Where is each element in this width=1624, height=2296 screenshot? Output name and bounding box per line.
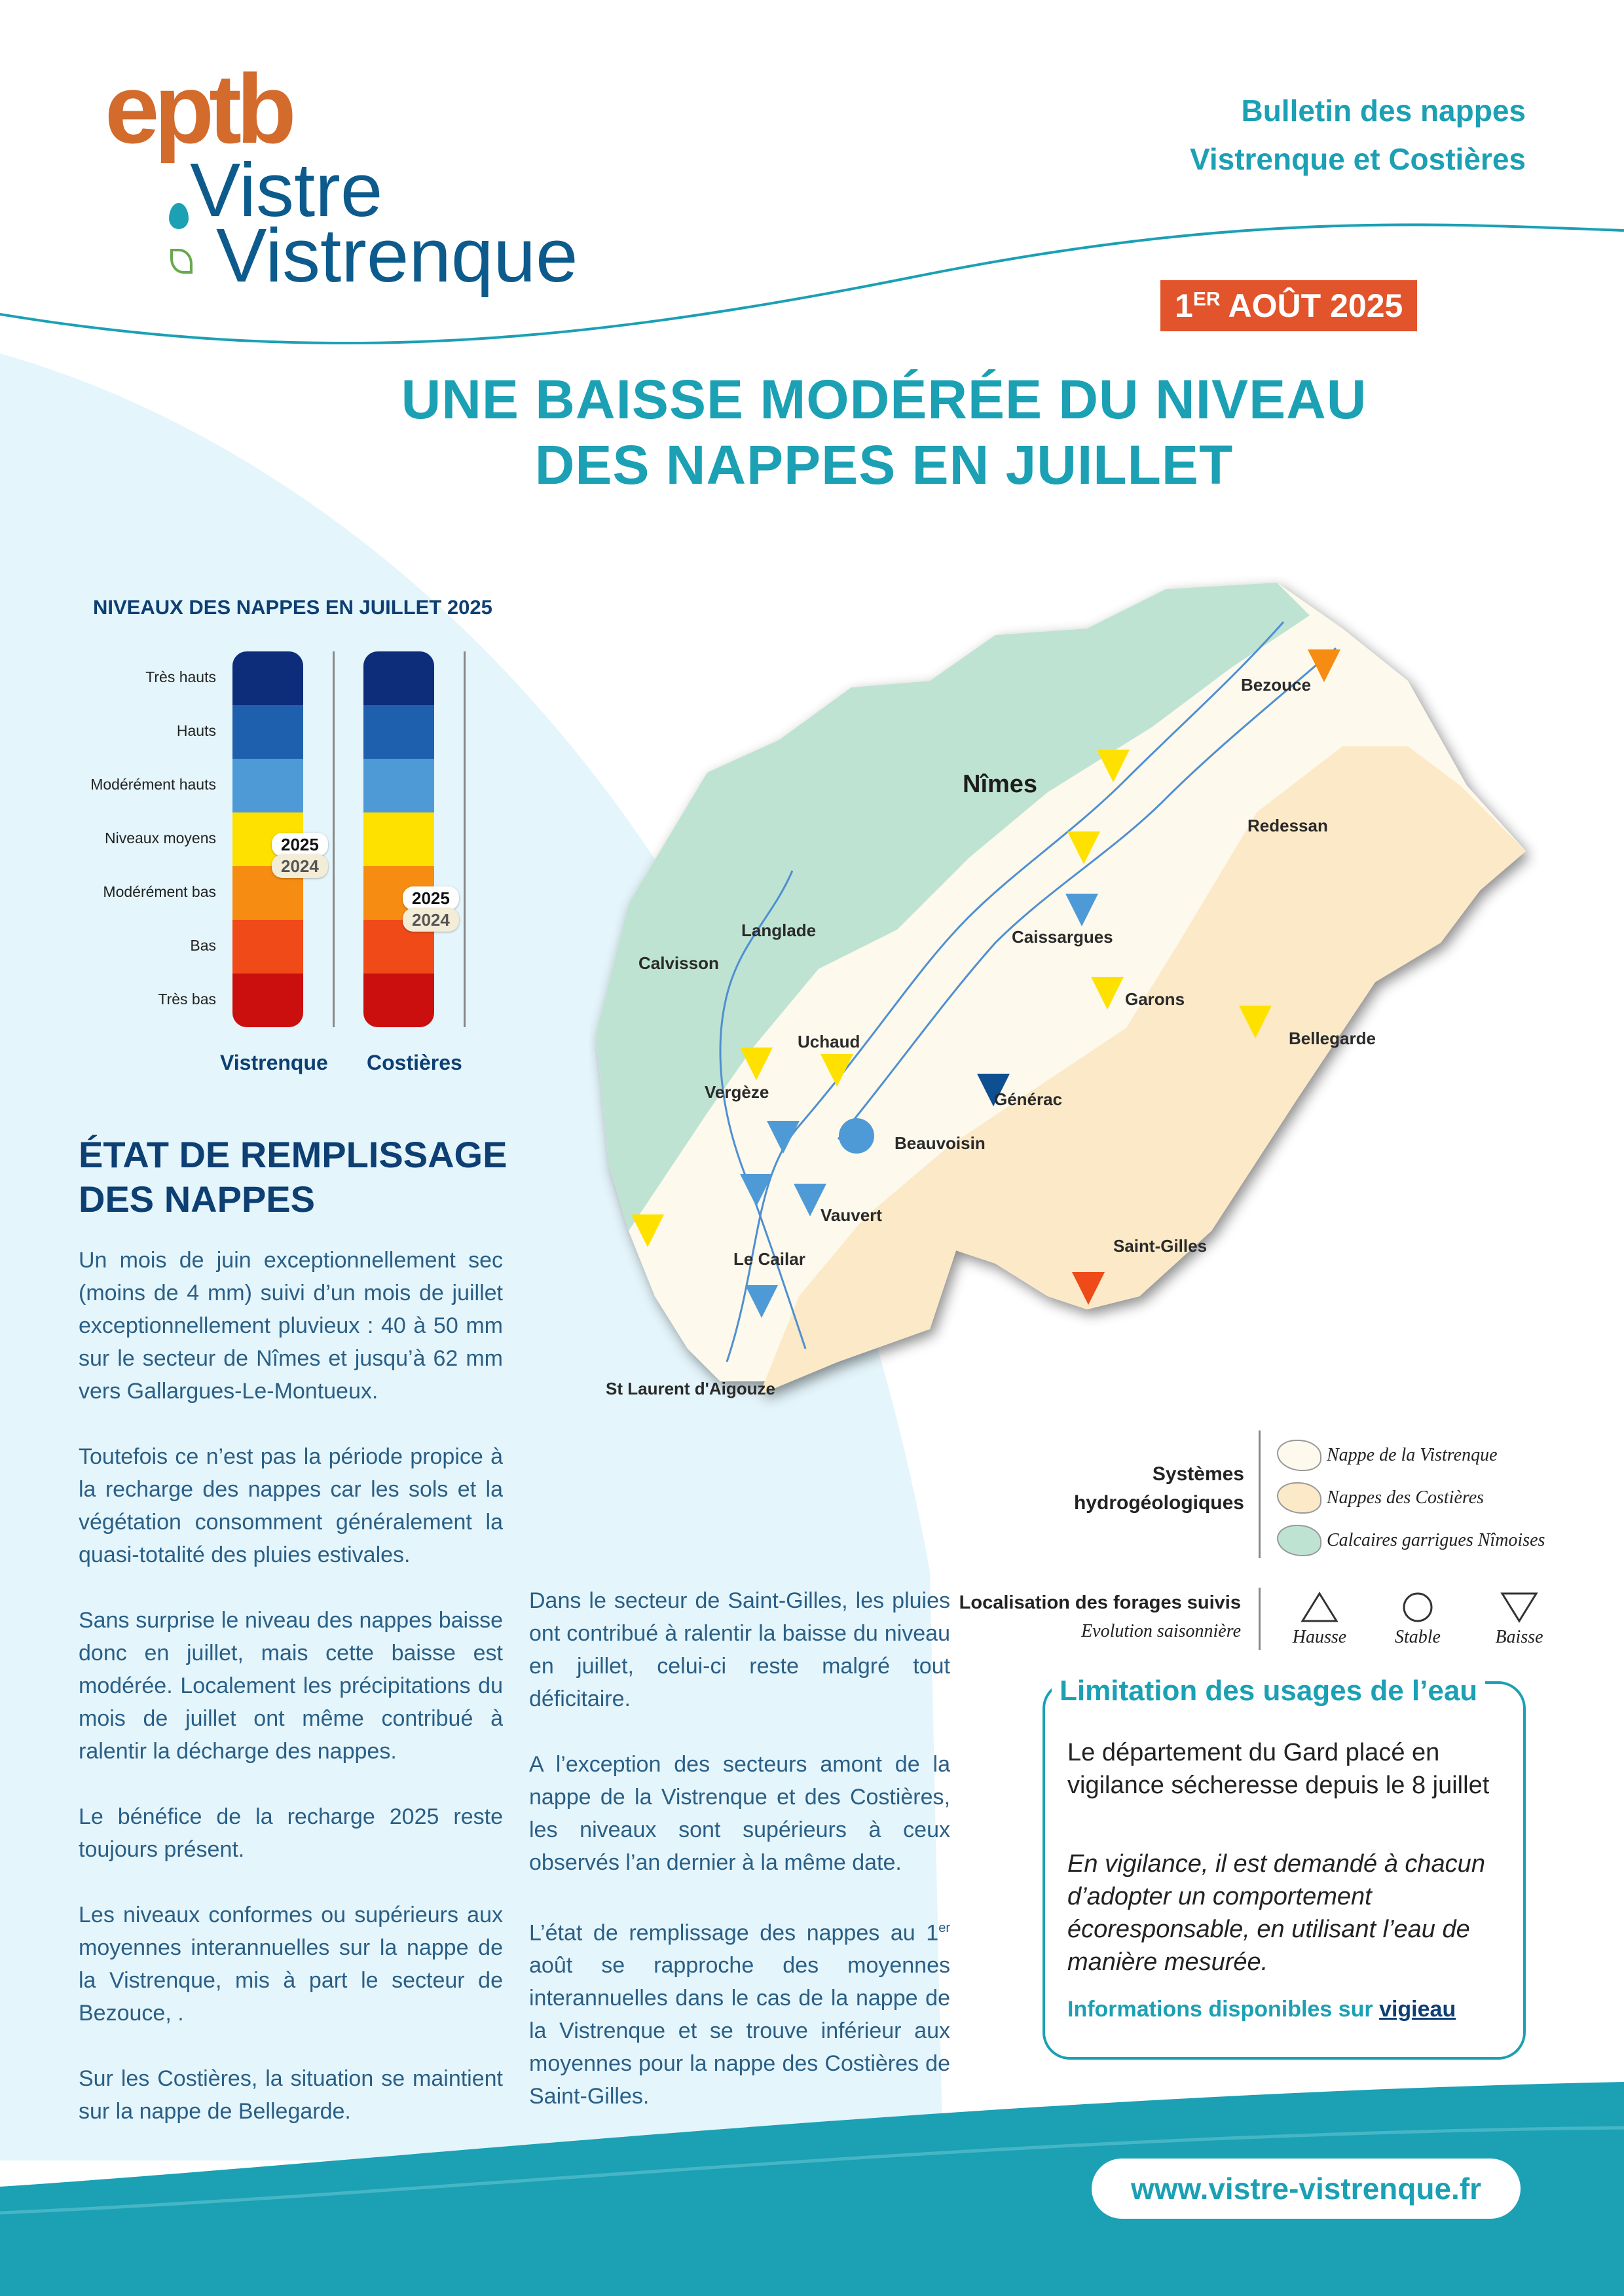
level-label: Modérément bas [103, 883, 216, 900]
town-label: Bezouce [1241, 675, 1311, 695]
bar-divider [333, 651, 335, 1027]
town-label: Vergèze [705, 1082, 769, 1102]
legend-divider [1259, 1588, 1261, 1650]
blob-icon [1277, 1525, 1321, 1556]
legend-label: Stable [1395, 1627, 1441, 1647]
level-chart [229, 651, 491, 1044]
date-rest: AOÛT 2025 [1220, 287, 1403, 324]
legend-item [1277, 1519, 1604, 1561]
triangle-up-icon [1300, 1591, 1339, 1624]
header-line1: Bulletin des nappes [1241, 94, 1526, 128]
section-title [79, 1133, 537, 1222]
paragraph: Sur les Costières, la situation se maintient sur la nappe de Bellegarde. [79, 2066, 503, 2124]
paragraph: Les niveaux conformes ou supérieurs aux moyennes interannuelles sur la nappe de la Vistrenque, mis à part le secteur de Bezouce, . [79, 1903, 503, 2026]
date-badge [1160, 280, 1417, 331]
section-title-line2: DES NAPPES [79, 1178, 315, 1220]
limitation-text2: En vigilance, il est demandé à chacun d’adopter un comportement écoresponsable, en utilisant l’eau de manière mesurée. [1067, 1850, 1485, 1976]
level-segment [363, 651, 434, 705]
level-label: Très bas [158, 991, 216, 1008]
legend-systems [1277, 1434, 1604, 1561]
legend-wells-sub: Evolution saisonnière [1081, 1621, 1241, 1641]
section-title-line1: ÉTAT DE REMPLISSAGE [79, 1134, 507, 1175]
town-label: Saint-Gilles [1113, 1236, 1208, 1256]
triangle-down-icon [1500, 1591, 1539, 1624]
logo-line2: Vistrenque [216, 213, 578, 298]
town-label: Générac [994, 1089, 1063, 1109]
date-day: 1 [1175, 287, 1193, 324]
blob-icon [1277, 1440, 1321, 1471]
level-segment [363, 974, 434, 1027]
town-label: Le Cailar [733, 1249, 805, 1269]
town-label: Langlade [741, 920, 817, 940]
level-segment [232, 974, 303, 1027]
title-line2: DES NAPPES EN JUILLET [534, 434, 1234, 496]
bulletin-header [936, 86, 1526, 183]
logo-line1: Vistre [190, 147, 383, 232]
paragraph-part: août se rapproche des moyennes interannuelles dans le cas de la nappe de la Vistrenque et se trouve inférieur aux moyennes pour la nappe des Costières de Saint-Gilles. [529, 1953, 950, 2109]
legend-label: Hausse [1292, 1627, 1347, 1647]
year-tag-2025: 2025 [403, 886, 459, 910]
well-marker-stable [839, 1118, 874, 1154]
legend-item [1277, 1434, 1604, 1476]
paragraph: Le bénéfice de la recharge 2025 reste toujours présent. [79, 1804, 503, 1862]
legend-wells [1274, 1588, 1601, 1653]
year-tag-2024: 2024 [403, 908, 459, 932]
town-label: Bellegarde [1289, 1029, 1376, 1048]
legend-systems-title: Systèmes hydrogéologiques [1073, 1463, 1244, 1514]
limitation-info [1067, 1997, 1456, 2022]
legend-wells-title: Localisation des forages suivis [959, 1592, 1241, 1613]
paragraph-sup: er [938, 1921, 950, 1935]
level-labels [79, 651, 223, 1031]
text-column-1 [79, 1244, 503, 2160]
logo-mark: eptb [105, 54, 291, 164]
drop-icon [169, 203, 189, 229]
level-segment [363, 759, 434, 812]
level-label: Niveaux moyens [104, 829, 216, 847]
paragraph-part: L’état de remplissage des nappes au 1 [529, 1920, 939, 1946]
town-label: St Laurent d'Aigouze [606, 1379, 775, 1398]
town-label: Beauvoisin [895, 1133, 986, 1153]
city-label: Nîmes [963, 771, 1038, 798]
year-tag-2024: 2024 [272, 854, 328, 878]
paragraph: Un mois de juin exceptionnellement sec (moins de 4 mm) suivi d’un mois de juillet exceptionnellement pluvieux : 40 à 50 mm sur le secteur de Nîmes et jusqu’à 62 mm vers Gallargues-Le-Montueux. [79, 1248, 503, 1404]
header-line2: Vistrenque et Costières [1189, 142, 1526, 176]
series-label-costieres: Costières [367, 1051, 462, 1074]
limitation-box [1043, 1675, 1526, 2060]
legend-label: Nappes des Costières [1327, 1487, 1485, 1508]
text-column-2 [529, 1584, 950, 2145]
series-label-vistrenque: Vistrenque [220, 1051, 328, 1074]
year-tag-2025: 2025 [272, 833, 328, 856]
level-label: Très hauts [145, 668, 216, 685]
chart-title: NIVEAUX DES NAPPES EN JUILLET 2025 [93, 596, 492, 619]
town-label: Garons [1125, 989, 1185, 1009]
paragraph: A l’exception des secteurs amont de la nappe de la Vistrenque et des Costières, les niveaux sont supérieurs à ceux observés l’an dernier à la même date. [529, 1752, 950, 1875]
town-label: Redessan [1247, 816, 1328, 835]
title-line1: UNE BAISSE MODÉRÉE DU NIVEAU [401, 369, 1367, 430]
legend-item [1277, 1476, 1604, 1519]
level-segment [232, 651, 303, 705]
vigieau-link[interactable]: vigieau [1379, 1997, 1456, 2022]
town-label: Uchaud [798, 1032, 860, 1051]
bar-divider [464, 651, 466, 1027]
limitation-text1: Le département du Gard placé en vigilance sécheresse depuis le 8 juillet [1067, 1739, 1490, 1799]
leaf-icon [170, 249, 193, 274]
level-bar-1 [363, 651, 434, 1027]
paragraph: Dans le secteur de Saint-Gilles, les pluies ont contribué à ralentir la baisse du niveau en juillet, celui-ci reste malgré tout déficitaire. [529, 1588, 950, 1711]
level-segment [363, 705, 434, 759]
page-title [262, 367, 1506, 498]
town-label: Caissargues [1012, 927, 1113, 947]
website-link[interactable]: www.vistre-vistrenque.fr [1092, 2159, 1521, 2219]
legend-label: Calcaires garrigues Nîmoises [1327, 1529, 1545, 1550]
level-label: Bas [190, 937, 216, 954]
blob-icon [1277, 1482, 1321, 1514]
circle-icon [1398, 1591, 1437, 1624]
level-segment [232, 705, 303, 759]
paragraph: Sans surprise le niveau des nappes baisse donc en juillet, mais cette baisse est modérée. Localement les précipitations du mois de juillet ont même contribué à ralentir la décharge des nappes. [79, 1608, 503, 1764]
aquifer-map [589, 576, 1539, 1571]
legend-divider [1259, 1430, 1261, 1558]
date-suffix: ER [1192, 288, 1221, 310]
legend-label: Baisse [1495, 1627, 1543, 1647]
level-segment [232, 920, 303, 974]
town-label: Vauvert [821, 1205, 882, 1225]
paragraph [529, 1912, 950, 2113]
level-segment [232, 759, 303, 812]
level-label: Hauts [176, 722, 216, 739]
legend-label: Nappe de la Vistrenque [1327, 1444, 1498, 1465]
limitation-title: Limitation des usages de l’eau [1052, 1675, 1485, 1707]
limitation-info-text: Informations disponibles sur [1067, 1997, 1380, 2022]
level-segment [363, 812, 434, 866]
level-label: Modérément hauts [90, 776, 216, 793]
town-label: Calvisson [638, 953, 719, 973]
paragraph: Toutefois ce n’est pas la période propice à la recharge des nappes car les sols et la végétation consomment généralement la quasi-totalité des pluies estivales. [79, 1444, 503, 1567]
logo [98, 52, 578, 314]
